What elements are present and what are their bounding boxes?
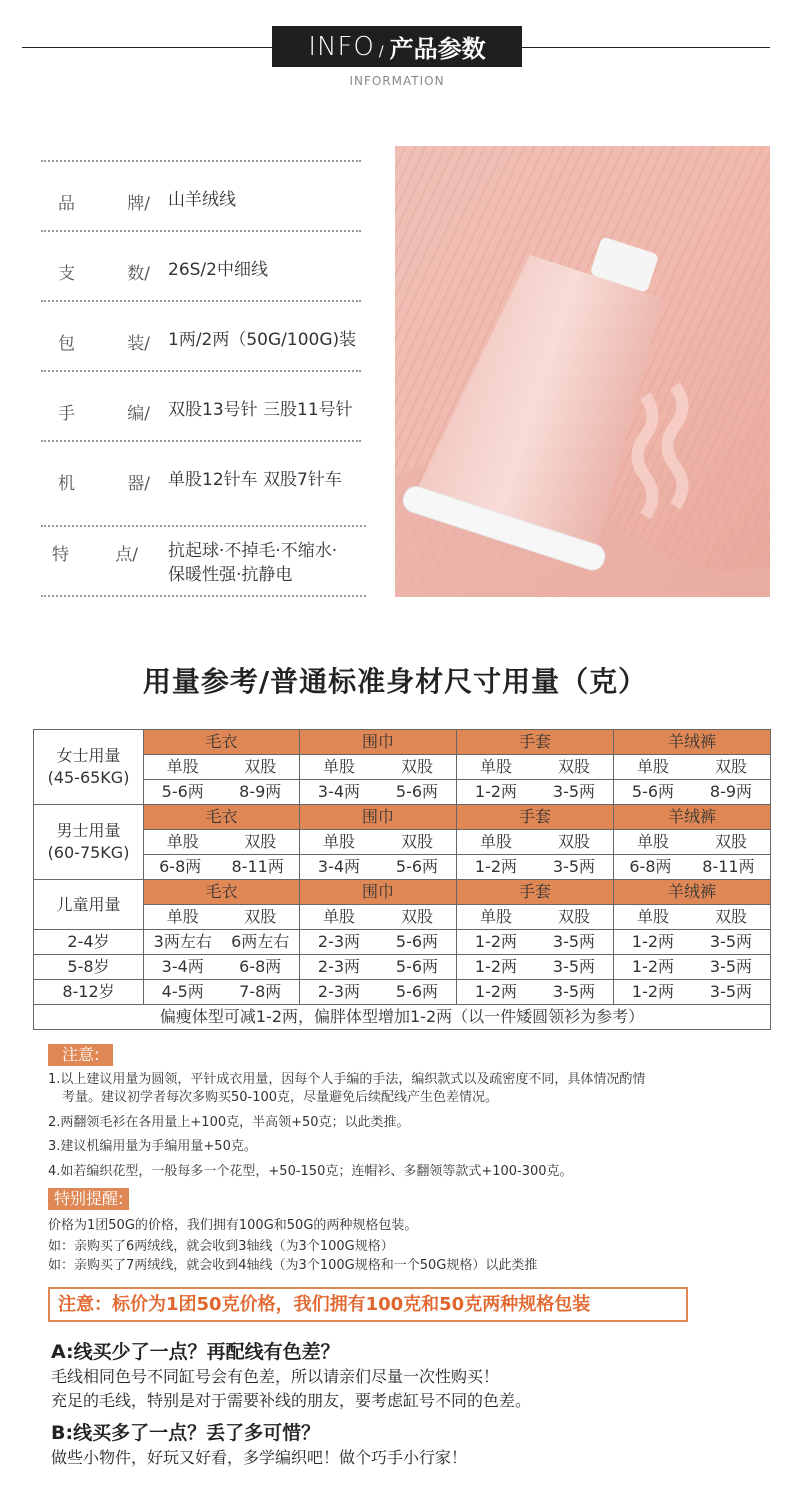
divider	[41, 300, 361, 302]
notice-line: 3.建议机编用量为手编用量+50克。	[48, 1139, 257, 1154]
param-value-machine: 单股12针车 双股7针车	[168, 470, 342, 490]
divider	[41, 595, 366, 597]
header-rule-right	[522, 47, 770, 48]
special-badge: 特别提醒:	[48, 1188, 129, 1210]
param-label-package: 包 装/	[58, 334, 150, 354]
special-line: 价格为1团50G的价格，我们拥有100G和50G的两种规格包装。	[48, 1218, 418, 1233]
category-sweater: 毛衣	[144, 805, 300, 830]
age-cell: 2-4岁	[34, 930, 144, 955]
table-row	[34, 1005, 771, 1030]
table-row	[34, 880, 771, 905]
category-gloves: 手套	[457, 730, 614, 755]
category-sweater: 毛衣	[144, 730, 300, 755]
notice-line: 考量。建议初学者每次多购买50-100克，尽量避免后续配线产生色差情况。	[62, 1090, 499, 1105]
param-value-hand: 双股13号针 三股11号针	[168, 400, 353, 420]
header-slash: /	[378, 43, 384, 60]
price-banner: 注意：标价为1团50克价格，我们拥有100克和50克两种规格包装	[48, 1287, 688, 1322]
header-rule-left	[22, 47, 272, 48]
women-label: 女士用量 (45-65KG)	[34, 730, 144, 805]
category-pants: 羊绒裤	[614, 805, 771, 830]
param-label-count: 支 数/	[58, 264, 150, 284]
divider	[41, 525, 366, 527]
header-subtitle: INFORMATION	[349, 74, 445, 88]
table-row: 5-6两 8-9两 3-4两 5-6两 1-2两 3-5两 5-6两 8-9两	[34, 780, 771, 805]
header-title-box	[272, 26, 522, 67]
divider	[41, 160, 361, 162]
category-sweater: 毛衣	[144, 880, 300, 905]
table-row	[34, 730, 771, 755]
notice-line: 2.两翻领毛衫在各用量上+100克，半高领+50克；以此类推。	[48, 1115, 410, 1130]
qa-answer-b: 做些小物件，好玩又好看，多学编织吧！做个巧手小行家！	[51, 1448, 468, 1467]
table-row: 单股 双股 单股 双股 单股 双股 单股 双股	[34, 755, 771, 780]
param-label-feature: 特 点/	[52, 545, 138, 565]
qa-question-b: B:线买多了一点？丢了多可惜？	[51, 1422, 321, 1444]
category-gloves: 手套	[457, 805, 614, 830]
category-pants: 羊绒裤	[614, 730, 771, 755]
table-row: 8-12岁 4-5两 7-8两 2-3两 5-6两 1-2两 3-5两 1-2两 3-5两	[34, 980, 771, 1005]
param-value-count: 26S/2中细线	[168, 260, 268, 280]
header-title-en: INFO	[308, 31, 375, 62]
divider	[41, 370, 361, 372]
param-label-hand: 手 编/	[58, 404, 150, 424]
notice-badge: 注意:	[48, 1044, 113, 1066]
param-value-package: 1两/2两（50G/100G)装	[168, 330, 357, 350]
kids-label: 儿童用量	[34, 880, 144, 930]
divider	[41, 230, 361, 232]
age-cell: 5-8岁	[34, 955, 144, 980]
qa-answer-a: 充足的毛线，特别是对于需要补线的朋友，要考虑缸号不同的色差。	[51, 1391, 532, 1410]
notice-line: 1.以上建议用量为圆领，平针成衣用量，因每个人手编的手法，编织款式以及疏密度不同，具体情况酌情	[48, 1072, 646, 1087]
table-row: 单股 双股 单股 双股 单股 双股 单股 双股	[34, 905, 771, 930]
feature-line-2: 保暖性强·抗静电	[168, 565, 293, 585]
param-value-brand: 山羊绒线	[168, 190, 236, 210]
category-scarf: 围巾	[300, 730, 457, 755]
qa-question-a: A:线买少了一点？再配线有色差？	[51, 1341, 340, 1363]
param-label-brand: 品 牌/	[58, 194, 150, 214]
category-pants: 羊绒裤	[614, 880, 771, 905]
param-value-feature	[168, 539, 337, 587]
table-row	[34, 805, 771, 830]
param-label-machine: 机 器/	[58, 474, 150, 494]
feature-line-1: 抗起球·不掉毛·不缩水·	[168, 541, 338, 561]
divider	[41, 440, 361, 442]
usage-title: 用量参考/普通标准身材尺寸用量（克）	[142, 665, 648, 698]
men-label: 男士用量 (60-75KG)	[34, 805, 144, 880]
usage-table	[33, 729, 771, 1030]
table-row: 2-4岁 3两左右 6两左右 2-3两 5-6两 1-2两 3-5两 1-2两 3-5两	[34, 930, 771, 955]
category-scarf: 围巾	[300, 880, 457, 905]
product-photo	[395, 146, 770, 597]
table-footnote: 偏瘦体型可减1-2两，偏胖体型增加1-2两（以一件矮圆领衫为参考）	[34, 1005, 771, 1030]
table-row: 单股 双股 单股 双股 单股 双股 单股 双股	[34, 830, 771, 855]
category-gloves: 手套	[457, 880, 614, 905]
category-scarf: 围巾	[300, 805, 457, 830]
header-title-cn: 产品参数	[389, 35, 486, 63]
notice-line: 4.如若编织花型，一般每多一个花型，+50-150克；连帽衫、多翻领等款式+100-300克。	[48, 1164, 573, 1179]
special-line: 如：亲购买了7两绒线，就会收到4轴线（为3个100G规格和一个50G规格）以此类推	[48, 1258, 538, 1273]
special-line: 如：亲购买了6两绒线，就会收到3轴线（为3个100G规格）	[48, 1239, 394, 1254]
table-row: 6-8两 8-11两 3-4两 5-6两 1-2两 3-5两 6-8两 8-11两	[34, 855, 771, 880]
age-cell: 8-12岁	[34, 980, 144, 1005]
table-row: 5-8岁 3-4两 6-8两 2-3两 5-6两 1-2两 3-5两 1-2两 3-5两	[34, 955, 771, 980]
qa-answer-a: 毛线相同色号不同缸号会有色差，所以请亲们尽量一次性购买！	[51, 1367, 500, 1386]
